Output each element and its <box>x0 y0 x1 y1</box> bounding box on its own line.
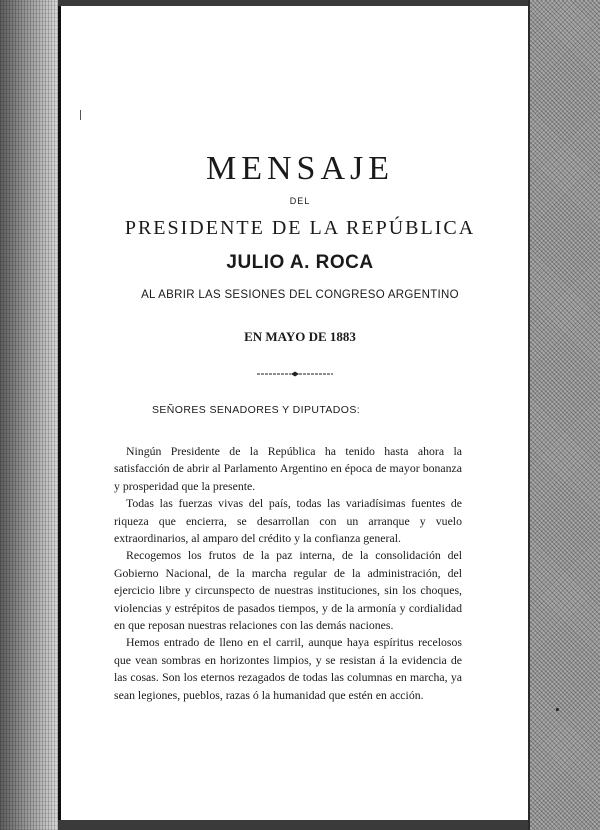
date-heading: EN MAYO DE 1883 <box>244 329 356 344</box>
ornament-divider-icon <box>255 371 335 377</box>
president-name: JULIO A. ROCA <box>226 252 374 273</box>
scan-mark <box>80 110 81 120</box>
paragraph: Recogemos los frutos de la paz interna, de la consolidación del Gobierno Nacional, de la marcha regular de la administración, del ejercicio libre y circunspecto de nuestras instituciones, sin los choques, violencias y estrépitos de pasados tiempos, y de la armonía y cordialidad en que reposan nuestras relaciones con las demás naciones. <box>114 548 462 633</box>
scan-edge-right <box>528 0 530 830</box>
paragraph: Hemos entrado de lleno en el carril, aunque haya espíritus recelosos que vean sombras en horizontes limpios, y se resistan á la evidencia de las cosas. Son los eternos rezagados de todas las columnas en marcha, ya sean legiones, pueblos, razas ó la humanidad que estén en acción. <box>114 635 462 702</box>
office-heading: PRESIDENTE DE LA REPÚBLICA <box>124 217 476 239</box>
paragraph: Ningún Presidente de la República ha tenido hasta ahora la satisfacción de abrir al Parlamento Argentino en época de mayor bonanza y prosperidad que la presente. <box>114 444 462 493</box>
paragraph: Todas las fuerzas vivas del país, todas las variadísimas fuentes de riqueza que encierra, se desarrollan con un arranque y vuelo extraordinarios, al amparo del crédito y la confianza general. <box>114 496 462 546</box>
title-connector: DEL <box>289 196 311 206</box>
scan-speck <box>556 708 559 711</box>
occasion-subtitle: AL ABRIR LAS SESIONES DEL CONGRESO ARGENTINO <box>141 289 459 301</box>
scan-margin-left <box>0 0 58 830</box>
scan-edge-bottom <box>58 820 528 830</box>
scan-edge-left <box>58 0 61 830</box>
message-body <box>114 443 462 704</box>
salutation: SEÑORES SENADORES Y DIPUTADOS: <box>152 404 361 416</box>
document-title: MENSAJE <box>205 150 395 187</box>
scan-margin-right <box>530 0 600 830</box>
